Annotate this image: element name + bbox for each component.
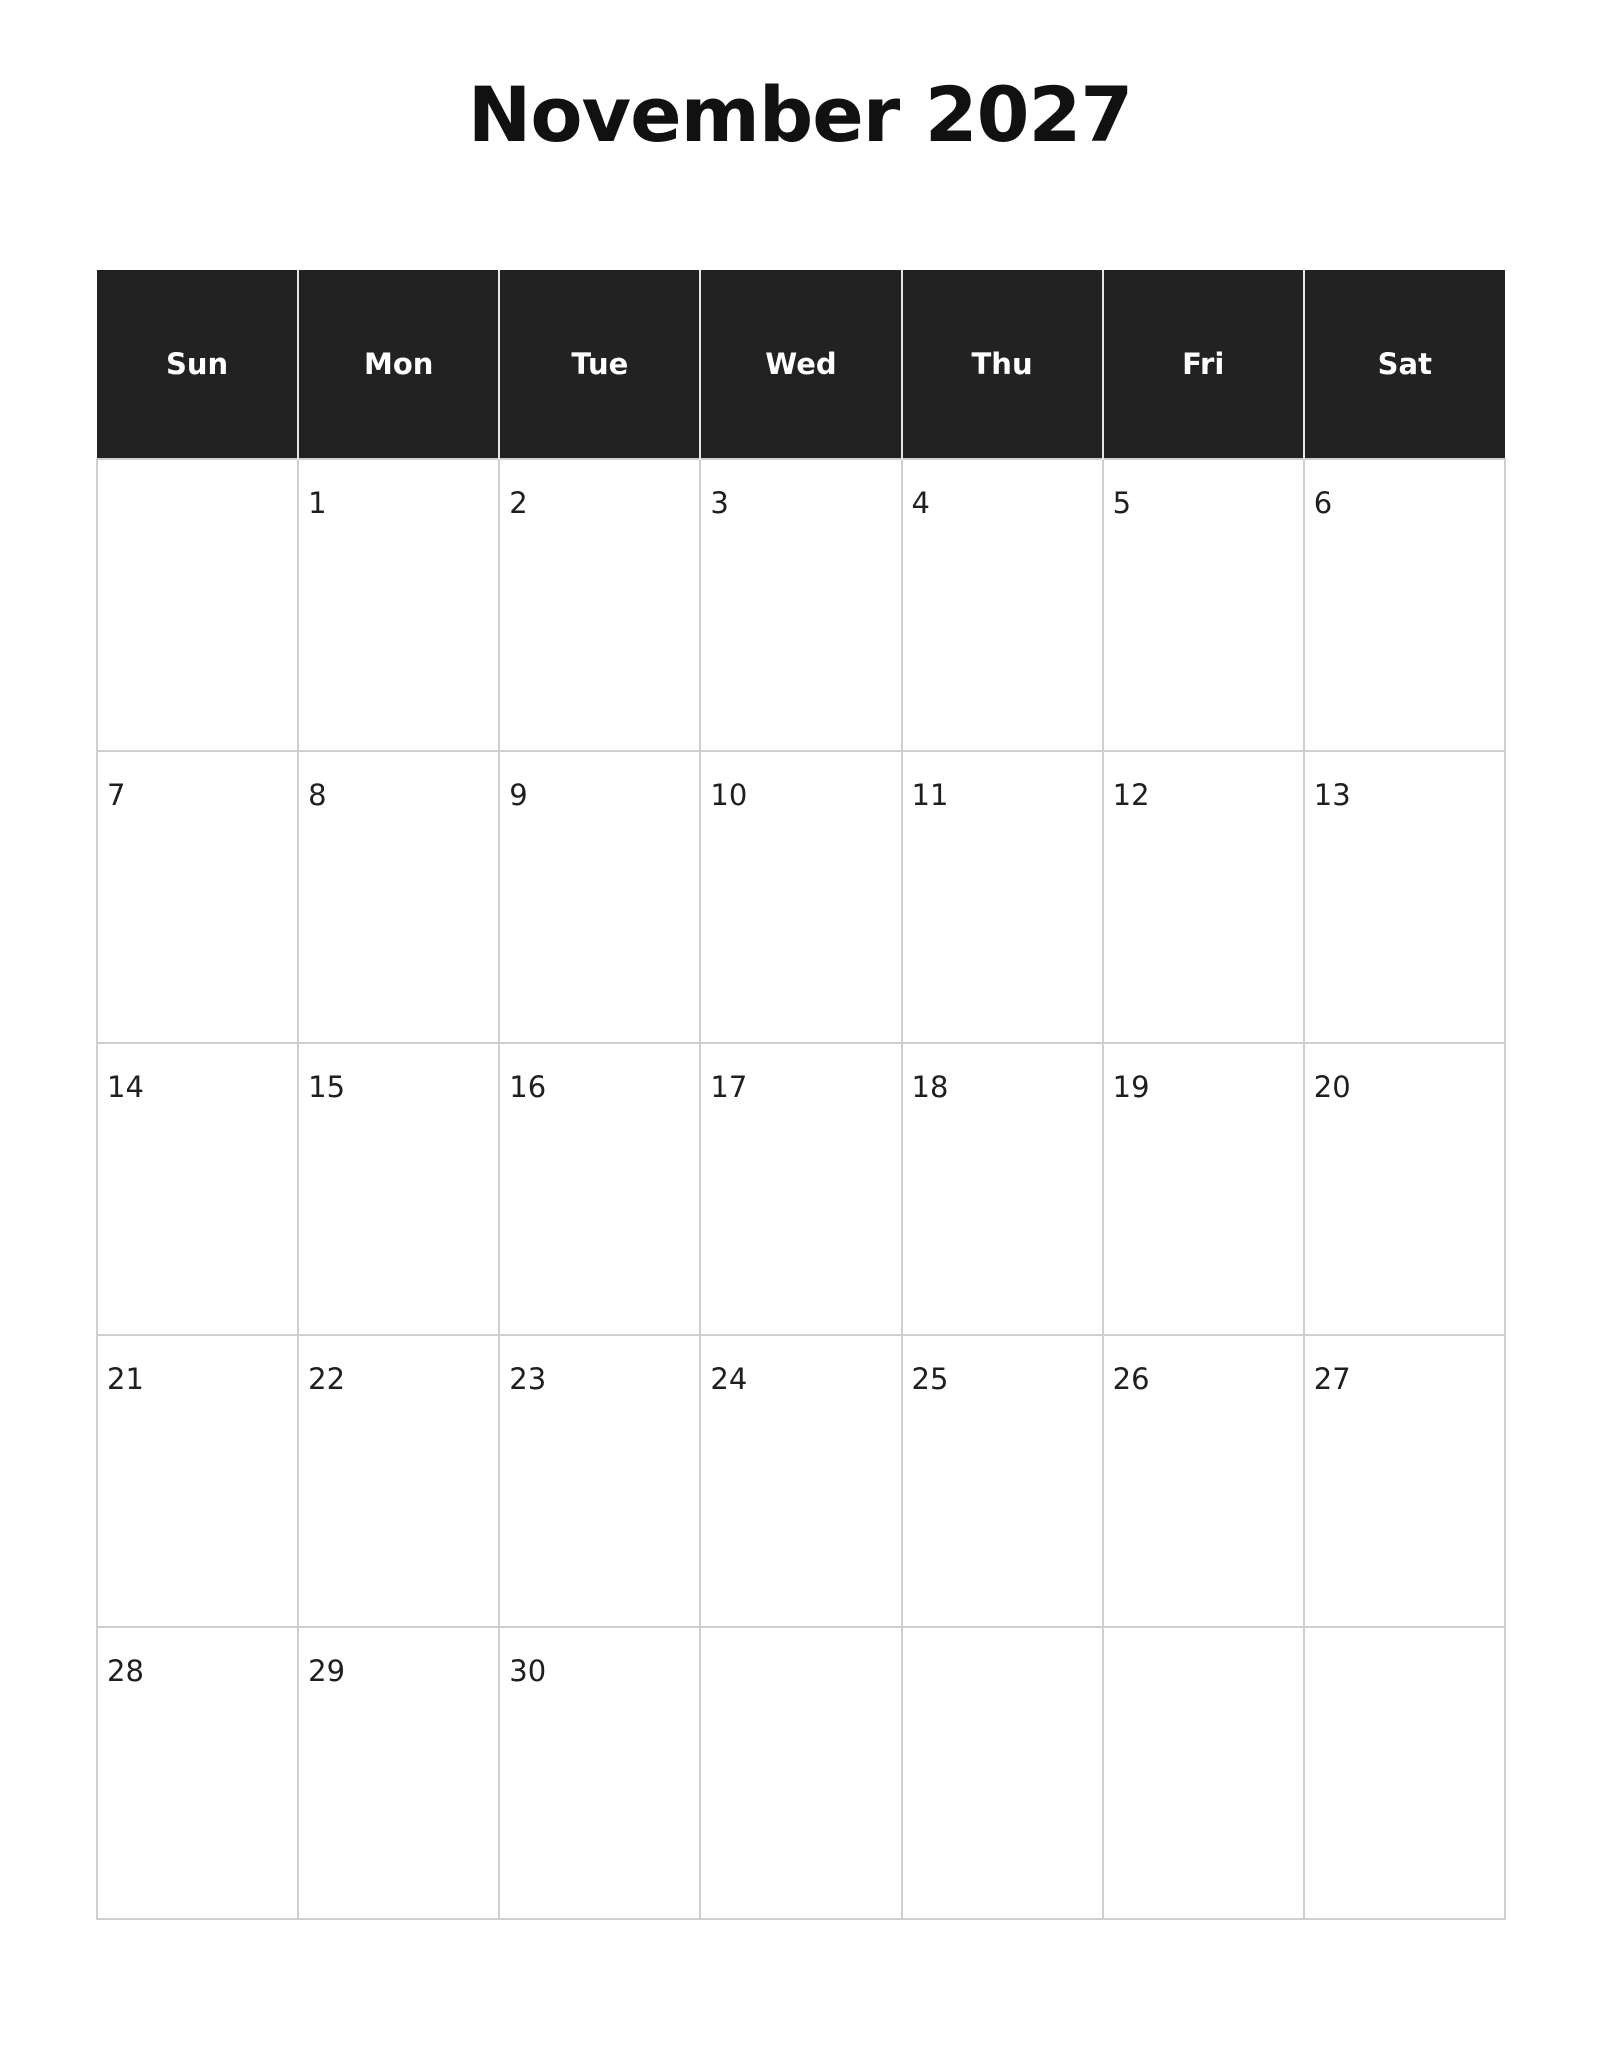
day-number xyxy=(98,460,297,486)
day-cell xyxy=(298,1043,499,1335)
day-cell xyxy=(499,1335,700,1627)
day-number xyxy=(1305,1628,1504,1654)
day-cell xyxy=(1103,459,1304,751)
day-cell xyxy=(298,1627,499,1919)
week-row-1 xyxy=(97,459,1505,751)
day-cell xyxy=(97,751,298,1043)
day-number: 6 xyxy=(1313,486,1333,520)
day-cell xyxy=(700,1335,901,1627)
week-row-2 xyxy=(97,751,1505,1043)
day-cell xyxy=(902,1335,1103,1627)
day-cell xyxy=(700,1627,901,1919)
day-cell xyxy=(1103,1335,1304,1627)
day-number: 13 xyxy=(1313,778,1351,812)
day-cell xyxy=(1304,459,1505,751)
day-cell xyxy=(499,751,700,1043)
day-number: 14 xyxy=(107,1070,144,1104)
weekday-header-fri: Fri xyxy=(1103,270,1304,459)
day-number: 29 xyxy=(308,1654,346,1688)
day-number: 22 xyxy=(308,1362,346,1396)
day-number: 17 xyxy=(710,1070,748,1104)
day-number: 21 xyxy=(107,1362,144,1396)
day-number: 25 xyxy=(911,1362,949,1396)
day-number: 30 xyxy=(509,1654,547,1688)
day-number: 23 xyxy=(509,1362,547,1396)
day-number: 8 xyxy=(308,778,327,812)
week-row-4 xyxy=(97,1335,1505,1627)
day-number xyxy=(701,1628,900,1654)
day-cell xyxy=(902,1043,1103,1335)
day-number: 18 xyxy=(911,1070,949,1104)
day-cell xyxy=(97,459,298,751)
day-number: 28 xyxy=(107,1654,144,1688)
day-cell xyxy=(499,459,700,751)
weekday-header-thu: Thu xyxy=(902,270,1103,459)
day-number: 1 xyxy=(308,486,327,520)
day-cell xyxy=(97,1043,298,1335)
day-number: 24 xyxy=(710,1362,748,1396)
day-number: 26 xyxy=(1112,1362,1150,1396)
day-cell xyxy=(1103,1043,1304,1335)
day-cell xyxy=(1103,751,1304,1043)
calendar-grid xyxy=(96,270,1506,1920)
day-number: 20 xyxy=(1313,1070,1351,1104)
day-cell xyxy=(1304,1043,1505,1335)
day-number: 4 xyxy=(911,486,930,520)
day-cell xyxy=(499,1043,700,1335)
day-number: 27 xyxy=(1313,1362,1351,1396)
day-number: 2 xyxy=(509,486,528,520)
week-row-3 xyxy=(97,1043,1505,1335)
day-cell xyxy=(902,1627,1103,1919)
day-cell xyxy=(902,459,1103,751)
weekday-header-sat: Sat xyxy=(1304,270,1505,459)
day-cell xyxy=(1304,1627,1505,1919)
day-number: 10 xyxy=(710,778,748,812)
day-cell xyxy=(97,1627,298,1919)
day-cell xyxy=(1304,1335,1505,1627)
day-cell xyxy=(700,459,901,751)
day-cell xyxy=(902,751,1103,1043)
weekday-header-wed: Wed xyxy=(700,270,901,459)
day-number: 11 xyxy=(911,778,949,812)
day-number: 3 xyxy=(710,486,729,520)
day-number xyxy=(1104,1628,1303,1654)
day-number: 19 xyxy=(1112,1070,1150,1104)
weekday-header-tue: Tue xyxy=(499,270,700,459)
weekday-header-row xyxy=(97,270,1505,459)
week-row-5 xyxy=(97,1627,1505,1919)
day-cell xyxy=(97,1335,298,1627)
day-cell xyxy=(298,751,499,1043)
day-cell xyxy=(1103,1627,1304,1919)
day-cell xyxy=(1304,751,1505,1043)
day-cell xyxy=(700,751,901,1043)
day-number: 16 xyxy=(509,1070,547,1104)
day-number: 5 xyxy=(1112,486,1132,520)
weekday-header-sun: Sun xyxy=(97,270,298,459)
day-number: 15 xyxy=(308,1070,346,1104)
day-number: 12 xyxy=(1112,778,1150,812)
day-number: 9 xyxy=(509,778,528,812)
day-cell xyxy=(499,1627,700,1919)
day-cell xyxy=(298,459,499,751)
day-number xyxy=(903,1628,1102,1654)
page-title: November 2027 xyxy=(467,70,1133,159)
day-cell xyxy=(298,1335,499,1627)
day-number: 7 xyxy=(107,778,126,812)
day-cell xyxy=(700,1043,901,1335)
weekday-header-mon: Mon xyxy=(298,270,499,459)
